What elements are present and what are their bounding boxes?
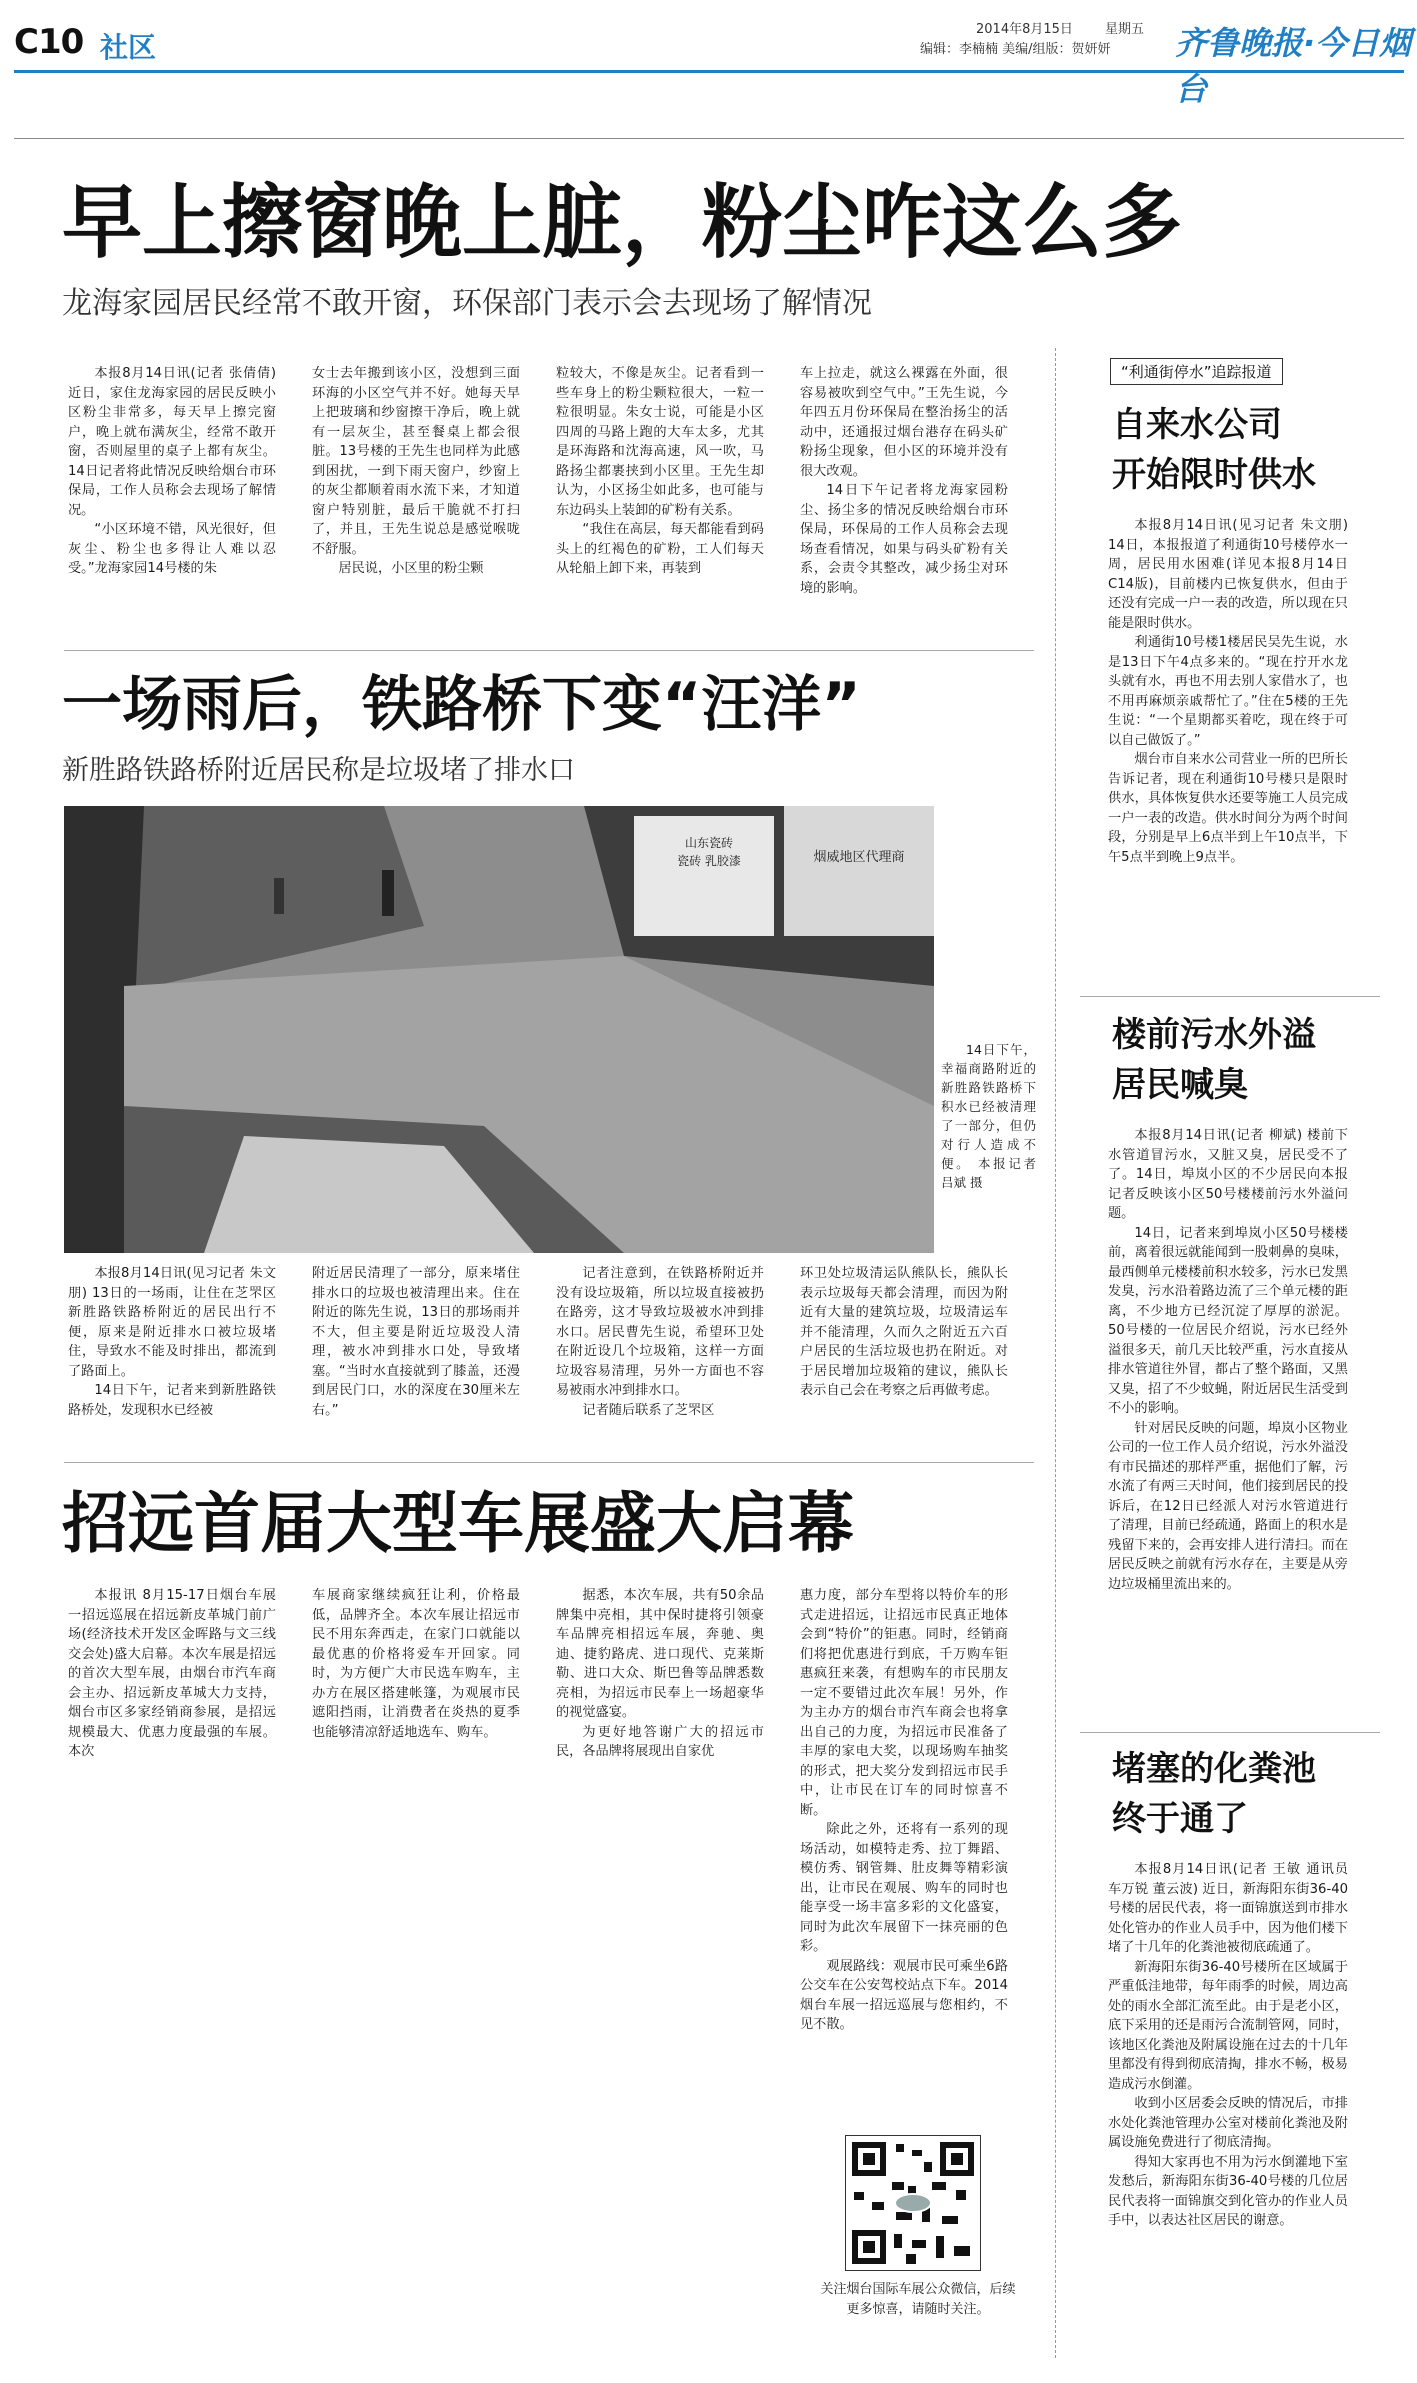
right-a1-para: 利通街10号楼1楼居民吴先生说，水是13日下午4点多来的。“现在拧开水龙头就有水，再也不用去别人家借水了，也不用再麻烦亲戚帮忙了。”住在5楼的王先生说：“一个星期都买着吃，现在终于可以自己做饭了。” xyxy=(1108,635,1348,748)
article-divider xyxy=(64,1462,1034,1463)
qr-caption xyxy=(820,2280,1016,2319)
right-a1-para: 烟台市自来水公司营业一所的巴所长告诉记者，现在利通街10号楼只是限时供水，具体恢复供水还要等施工人员完成一户一表的改造。供水时间分为两个时间段，分别是早上6点半到上午10点半，下午5点半到晚上9点半。 xyxy=(1108,752,1348,865)
right-a2-para: 本报8月14日讯(记者 柳斌) 楼前下水管道冒污水，又脏又臭，居民受不了了。14日，埠岚小区的不少居民向本报记者反映该小区50号楼楼前污水外溢问题。 xyxy=(1108,1128,1348,1221)
photo-sign-2: 瓷砖 乳胶漆 xyxy=(677,854,741,868)
qr-code-icon xyxy=(846,2136,980,2270)
photo-sign-1: 山东瓷砖 xyxy=(684,836,733,850)
right-a3-title xyxy=(1112,1744,1316,1844)
article-divider xyxy=(64,650,1034,651)
page-number: C10 xyxy=(14,22,84,62)
header-rule xyxy=(14,70,1404,73)
article3-col4-para: 惠力度，部分车型将以特价车的形式走进招远，让招远市民真正地体会到“特价”的钜惠。同时，经销商们将把优惠进行到底，千万购车钜惠疯狂来袭，有想购车的市民朋友一定不要错过此次车展！另外，作为主办方的烟台市汽车商会也将拿出自己的力度，为招远市民准备了丰厚的家电大奖，以现场购车抽奖的形式，把大奖分发到招远市民手中，让市民在订车的同时惊喜不断。 xyxy=(800,1588,1008,1818)
article2-col1 xyxy=(68,1264,276,1420)
right-a1-title-line1: 自来水公司 xyxy=(1112,405,1282,445)
right-a2-title-line2: 居民喊臭 xyxy=(1112,1065,1248,1105)
article1-col3-para: “我住在高层，每天都能看到码头上的红褐色的矿粉，工人们每天从轮船上卸下来，再装到 xyxy=(556,522,764,576)
article2-col4-para: 环卫处垃圾清运队熊队长，熊队长表示垃圾每天都会清理，而因为附近有大量的建筑垃圾，垃圾清运车并不能清理，久而久之附近五六百户居民的生活垃圾也扔在附近。对于居民增加垃圾箱的建议，熊队长表示自己会在考察之后再做考虑。 xyxy=(800,1266,1008,1398)
article1-title: 早上擦窗晚上脏，粉尘咋这么多 xyxy=(62,176,1182,269)
article2-subtitle: 新胜路铁路桥附近居民称是垃圾堵了排水口 xyxy=(62,755,575,786)
right-a2-body xyxy=(1108,1126,1348,1594)
right-a2-title xyxy=(1112,1010,1316,1110)
header-divider xyxy=(14,138,1404,139)
article1-col3 xyxy=(556,364,764,579)
article1-col1-para: “小区环境不错，风光很好，但灰尘、粉尘也多得让人难以忍受。”龙海家园14号楼的朱 xyxy=(68,522,276,576)
article1-col3-para: 粒较大，不像是灰尘。记者看到一些车身上的粉尘颗粒很大，一粒一粒很明显。朱女士说，可能是小区四周的马路上跑的大车太多，尤其是环海路和沈海高速，风一吹，马路扬尘都裹挟到小区里。王先生却认为，小区扬尘如此多，也可能与东边码头上装卸的矿粉有关系。 xyxy=(556,366,764,518)
article3-col4-para: 除此之外，还将有一系列的现场活动，如模特走秀、拉丁舞蹈、模仿秀、钢管舞、肚皮舞等精彩演出，让市民在观展、购车的同时也能享受一场丰富多彩的文化盛宴，同时为此次车展留下一抹亮丽的色彩。 xyxy=(800,1822,1008,1954)
right-a2-para: 针对居民反映的问题，埠岚小区物业公司的一位工作人员介绍说，污水外溢没有市民描述的那样严重，据他们了解，污水流了有两三天时间，他们接到居民的投诉后，在12日已经派人对污水管道进行了清理，目前已经疏通，路面上的积水是残留下来的，会再安排人进行清扫。而在居民反映之前就有污水存在，主要是从旁边垃圾桶里流出来的。 xyxy=(1108,1420,1348,1592)
article3-col4-para: 观展路线：观展市民可乘坐6路公交车在公安驾校站点下车。2014烟台车展一招远巡展与您相约，不见不散。 xyxy=(800,1958,1008,2032)
section-name: 社区 xyxy=(100,31,157,64)
article2-title: 一场雨后，铁路桥下变“汪洋” xyxy=(62,670,861,740)
article1-col4-para: 车上拉走，就这么裸露在外面，很容易被吹到空气中。”王先生说，今年四五月份环保局在整治扬尘的活动中，还通报过烟台港存在码头矿粉扬尘现象，但小区的环境并没有很大改观。 xyxy=(800,366,1008,479)
right-a2-title-line1: 楼前污水外溢 xyxy=(1112,1015,1316,1055)
tracking-report-label: “利通街停水”追踪报道 xyxy=(1110,358,1283,385)
article2-col3-para: 记者随后联系了芝罘区 xyxy=(582,1402,715,1418)
article2-col1-para: 14日下午，记者来到新胜路铁路桥处，发现积水已经被 xyxy=(68,1383,276,1418)
article3-col3 xyxy=(556,1586,764,1762)
right-a1-title-line2: 开始限时供水 xyxy=(1112,455,1316,495)
right-a1-para: 本报8月14日讯(见习记者 朱文朋) 14日，本报报道了利通街10号楼停水一周，居民用水困难(详见本报8月14日C14版)，目前楼内已恢复供水，但由于还没有完成一户一表的改造，所以现在只能是限时供水。 xyxy=(1108,518,1348,631)
photo-caption-text: 14日下午，幸福商路附近的新胜路铁路桥下积水已经被清理了一部分，但仍对行人造成不便。 本报记者 吕斌 摄 xyxy=(941,1042,1036,1190)
issue-date: 2014年8月15日 xyxy=(976,22,1073,37)
right-a3-para: 收到小区居委会反映的情况后，市排水处化粪池管理办公室对楼前化粪池及附属设施免费进行了彻底清掏。 xyxy=(1108,2096,1348,2150)
right-a3-body xyxy=(1108,1860,1348,2231)
article3-col1 xyxy=(68,1586,276,1762)
masthead-logo: 齐鲁晚报·今日烟台 xyxy=(1175,24,1412,108)
article1-col1-para: 本报8月14日讯(记者 张倩倩) 近日，家住龙海家园的居民反映小区粉尘非常多，每天早上擦完窗户，晚上就布满灰尘，经常不敢开窗，否则屋里的桌子上都有灰尘。14日记者将此情况反映给烟台市环保局，工作人员称会去现场了解情况。 xyxy=(68,366,276,518)
article3-title: 招远首届大型车展盛大启幕 xyxy=(62,1485,854,1562)
article1-col1 xyxy=(68,364,276,579)
right-column-divider xyxy=(1055,348,1056,2358)
article3-col2 xyxy=(312,1586,520,1742)
right-a1-title xyxy=(1112,400,1316,500)
article3-col3-para: 据悉，本次车展，共有50余品牌集中亮相，其中保时捷将引领豪车品牌亮相招远车展，奔驰、奥迪、捷豹路虎、进口现代、克莱斯勒、进口大众、斯巴鲁等品牌悉数亮相，为招远市民奉上一场超豪华的视觉盛宴。 xyxy=(556,1588,764,1720)
right-a3-para: 新海阳东街36-40号楼所在区域属于严重低洼地带，每年雨季的时候，周边高处的雨水全部汇流至此。由于是老小区，底下采用的还是雨污合流制管网，同时，该地区化粪池及附属设施在过去的十几年里都没有得到彻底清掏，排水不畅，极易造成污水倒灌。 xyxy=(1108,1959,1348,2092)
article3-col4 xyxy=(800,1586,1008,2035)
right-a3-para: 本报8月14日讯(记者 王敏 通讯员 车万锐 董云波) 近日，新海阳东街36-40号楼的居民代表，将一面锦旗送到市排水处化管办的作业人员手中，因为他们楼下堵了十几年的化粪池被彻底疏通了。 xyxy=(1108,1862,1348,1955)
article2-col2 xyxy=(312,1264,520,1420)
qr-code[interactable] xyxy=(845,2135,981,2271)
right-a3-title-line1: 堵塞的化粪池 xyxy=(1112,1749,1316,1789)
issue-weekday: 星期五 xyxy=(1105,22,1145,37)
photo-sign-3: 烟威地区代理商 xyxy=(813,850,905,865)
article1-col4 xyxy=(800,364,1008,598)
article1-col2-para: 女士去年搬到该小区，没想到三面环海的小区空气并不好。她每天早上把玻璃和纱窗擦干净后，晚上就有一层灰尘，甚至餐桌上都会很脏。13号楼的王先生也同样为此感到困扰，一到下雨天窗户，纱窗上的灰尘都顺着雨水流下来，才知道窗户特别脏，最后干脆就不打扫了，并且，王先生说总是感觉喉咙不舒服。 xyxy=(312,366,520,557)
article1-subtitle: 龙海家园居民经常不敢开窗，环保部门表示会去现场了解情况 xyxy=(62,286,872,321)
right-divider xyxy=(1080,1732,1380,1733)
article2-col3-para: 记者注意到，在铁路桥附近并没有设垃圾箱，所以垃圾直接被扔在路旁，这才导致垃圾被水冲到排水口。居民曹先生说，希望环卫处在附近设几个垃圾箱，这样一方面垃圾容易清理，另外一方面也不容易被雨水冲到排水口。 xyxy=(556,1266,764,1398)
article1-col2 xyxy=(312,364,520,579)
article3-col3-para: 为更好地答谢广大的招远市民，各品牌将展现出自家优 xyxy=(556,1724,764,1759)
article3-col2-para: 车展商家继续疯狂让利，价格最低，品牌齐全。本次车展让招远市民不用东奔西走，在家门口就能以最优惠的价格将爱车开回家。同时，为方便广大市民选车购车，主办方在展区搭建帐篷，为观展市民遮阳挡雨，让消费者在炎热的夏季也能够清凉舒适地选车、购车。 xyxy=(312,1588,520,1740)
news-photo xyxy=(64,806,934,1253)
article2-col1-para: 本报8月14日讯(见习记者 朱文朋) 13日的一场雨，让住在芝罘区新胜路铁路桥附近的居民出行不便，原来是附近排水口被垃圾堵住，导致水不能及时排出，都流到了路面上。 xyxy=(68,1266,276,1379)
right-a2-para: 14日，记者来到埠岚小区50号楼楼前，离着很远就能闻到一股刺鼻的臭味，最西侧单元楼楼前积水较多，污水已发黑发臭，污水沿着路边流了三个单元楼的距离，不少地方已经沉淀了厚厚的淤泥。50号楼的一位居民介绍说，污水已经外溢很多天，前几天比较严重，污水直接从排水管道往外冒，都占了整个路面，又黑又臭，招了不少蚊蝇，附近居民生活受到不小的影响。 xyxy=(1108,1225,1348,1416)
article3-col1-para: 本报讯 8月15-17日烟台车展一招远巡展在招远新皮革城门前广场(经济技术开发区金晖路与文三线交会处)盛大启幕。本次车展是招远的首次大型车展，由烟台市汽车商会主办、招远新皮革城大力支持，烟台市区多家经销商参展，是招远规模最大、优惠力度最强的车展。本次 xyxy=(68,1588,276,1759)
article1-col4-para: 14日下午记者将龙海家园粉尘、扬尘多的情况反映给烟台市环保局，环保局的工作人员称会去现场查看情况，如果与码头矿粉有关系，会责令其整改，减少扬尘对环境的影响。 xyxy=(800,483,1008,596)
article2-col2-para: 附近居民清理了一部分，原来堵住排水口的垃圾也被清理出来。住在附近的陈先生说，13日的那场雨并不大，但主要是附近垃圾没人清理，被水冲到排水口处，导致堵塞。“当时水直接就到了膝盖，还漫到居民门口，水的深度在30厘米左右。” xyxy=(312,1266,520,1418)
photo-caption xyxy=(941,1040,1036,1192)
right-a1-body xyxy=(1108,516,1348,867)
right-divider xyxy=(1080,996,1380,997)
right-a3-para: 得知大家再也不用为污水倒灌地下室发愁后，新海阳东街36-40号楼的几位居民代表将一面锦旗交到化管办的作业人员手中，以表达社区居民的谢意。 xyxy=(1108,2154,1348,2228)
editor-credits: 编辑：李楠楠 美编/组版：贺妍妍 xyxy=(920,42,1111,57)
article1-col2-para: 居民说，小区里的粉尘颗 xyxy=(338,561,484,576)
right-a3-title-line2: 终于通了 xyxy=(1112,1799,1248,1839)
qr-caption-text: 关注烟台国际车展公众微信，后续更多惊喜，请随时关注。 xyxy=(820,2282,1016,2317)
flooded-street-illustration xyxy=(64,806,934,1253)
article2-col3 xyxy=(556,1264,764,1420)
article2-col4 xyxy=(800,1264,1008,1401)
tracking-report-badge xyxy=(1110,358,1283,385)
